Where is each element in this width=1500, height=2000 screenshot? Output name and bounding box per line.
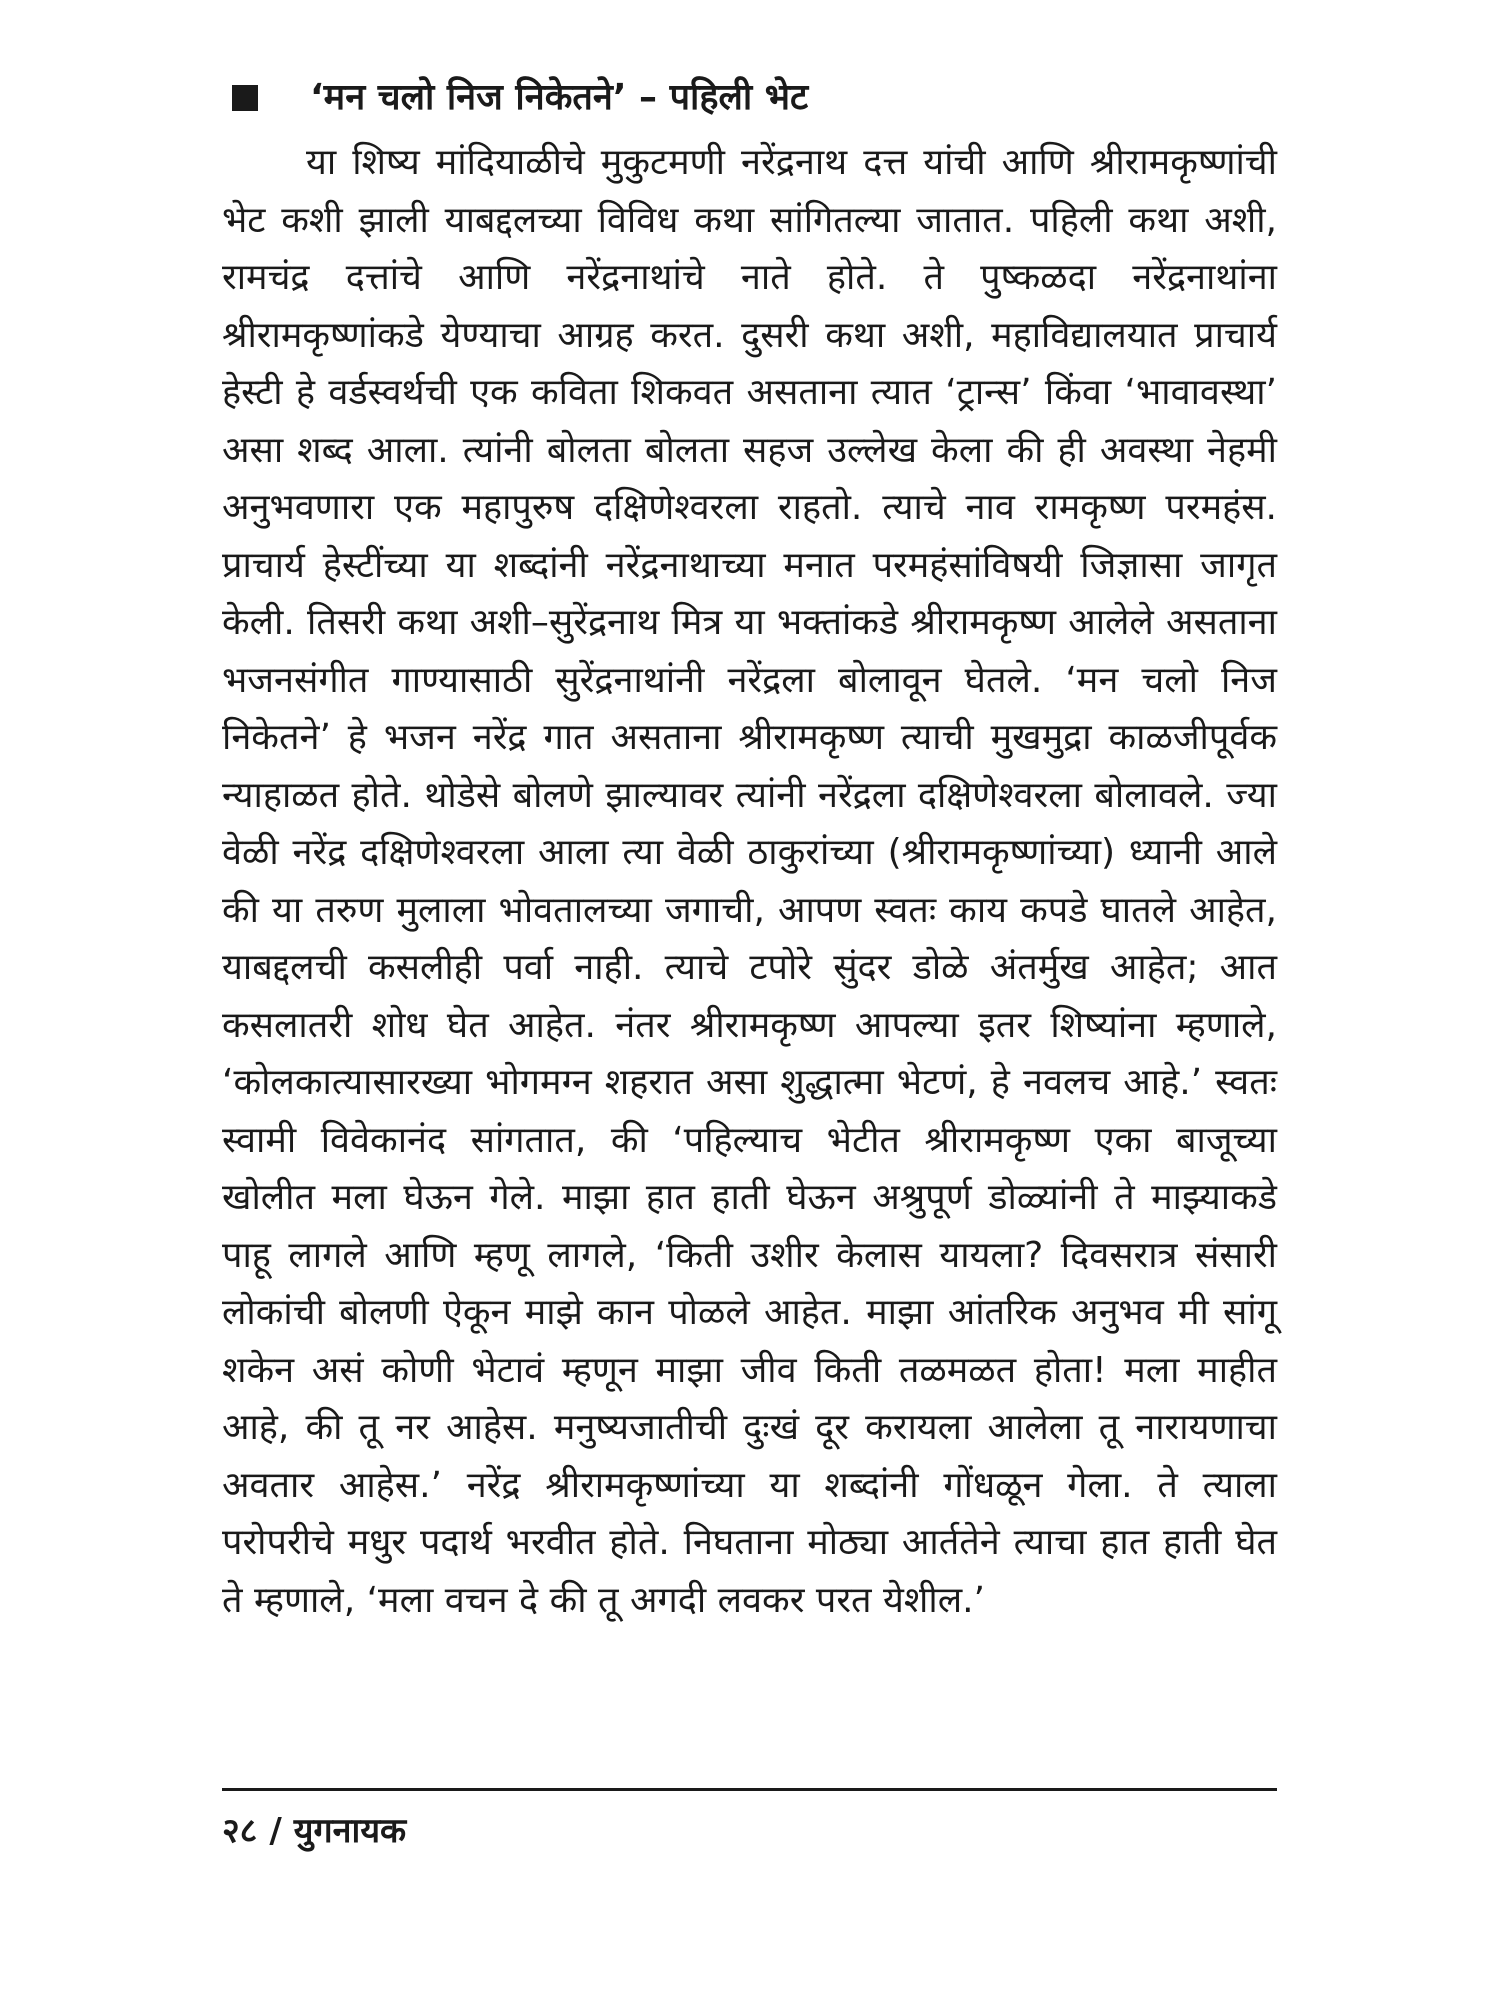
square-bullet-icon (232, 85, 258, 111)
page-footer (222, 1806, 406, 1856)
book-page (222, 70, 1277, 1950)
section-heading (232, 70, 1277, 126)
page-number: २८ (222, 1811, 258, 1851)
section-title: ‘मन चलो निज निकेतने’ – पहिली भेट (310, 77, 809, 118)
body-paragraph: या शिष्य मांदियाळीचे मुकुटमणी नरेंद्रनाथ दत्त यांची आणि श्रीरामकृष्णांची भेट कशी झाली याबद्दलच्या विविध कथा सांगितल्या जातात. पहिली कथा अशी, रामचंद्र दत्तांचे आणि नरेंद्रनाथांचे नाते होते. ते पुष्कळदा नरेंद्रनाथांना श्रीरामकृष्णांकडे येण्याचा आग्रह करत. दुसरी कथा अशी, महाविद्यालयात प्राचार्य हेस्टी हे वर्डस्वर्थची एक कविता शिकवत असताना त्यात ‘ट्रान्स’ किंवा ‘भावावस्था’ असा शब्द आला. त्यांनी बोलता बोलता सहज उल्लेख केला की ही अवस्था नेहमी अनुभवणारा एक महापुरुष दक्षिणेश्वरला राहतो. त्याचे नाव रामकृष्ण परमहंस. प्राचार्य हेस्टींच्या या शब्दांनी नरेंद्रनाथाच्या मनात परमहंसांविषयी जिज्ञासा जागृत केली. तिसरी कथा अशी–सुरेंद्रनाथ मित्र या भक्तांकडे श्रीरामकृष्ण आलेले असताना भजनसंगीत गाण्यासाठी सुरेंद्रनाथांनी नरेंद्रला बोलावून घेतले. ‘मन चलो निज निकेतने’ हे भजन नरेंद्र गात असताना श्रीरामकृष्ण त्याची मुखमुद्रा काळजीपूर्वक न्याहाळत होते. थोडेसे बोलणे झाल्यावर त्यांनी नरेंद्रला दक्षिणेश्वरला बोलावले. ज्या वेळी नरेंद्र दक्षिणेश्वरला आला त्या वेळी ठाकुरांच्या (श्रीरामकृष्णांच्या) ध्यानी आले की या तरुण मुलाला भोवतालच्या जगाची, आपण स्वतः काय कपडे घातले आहेत, याबद्दलची कसलीही पर्वा नाही. त्याचे टपोरे सुंदर डोळे अंतर्मुख आहेत; आत कसलातरी शोध घेत आहेत. नंतर श्रीरामकृष्ण आपल्या इतर शिष्यांना म्हणाले, ‘कोलकात्यासारख्या भोगमग्न शहरात असा शुद्धात्मा भेटणं, हे नवलच आहे.’ स्वतः स्वामी विवेकानंद सांगतात, की ‘पहिल्याच भेटीत श्रीरामकृष्ण एका बाजूच्या खोलीत मला घेऊन गेले. माझा हात हाती घेऊन अश्रुपूर्ण डोळ्यांनी ते माझ्याकडे पाहू लागले आणि म्हणू लागले, ‘किती उशीर केलास यायला? दिवसरात्र संसारी लोकांची बोलणी ऐकून माझे कान पोळले आहेत. माझा आंतरिक अनुभव मी सांगू शकेन असं कोणी भेटावं म्हणून माझा जीव किती तळमळत होता! मला माहीत आहे, की तू नर आहेस. मनुष्यजातीची दुःखं दूर करायला आलेला तू नारायणाचा अवतार आहेस.’ नरेंद्र श्रीरामकृष्णांच्या या शब्दांनी गोंधळून गेला. ते त्याला परोपरीचे मधुर पदार्थ भरवीत होते. निघताना मोठ्या आर्ततेने त्याचा हात हाती घेत ते म्हणाले, ‘मला वचन दे की तू अगदी लवकर परत येशील.’ (222, 142, 1277, 1621)
footer-divider (222, 1788, 1277, 1791)
footer-separator: / (269, 1811, 282, 1851)
book-title: युगनायक (293, 1811, 407, 1851)
